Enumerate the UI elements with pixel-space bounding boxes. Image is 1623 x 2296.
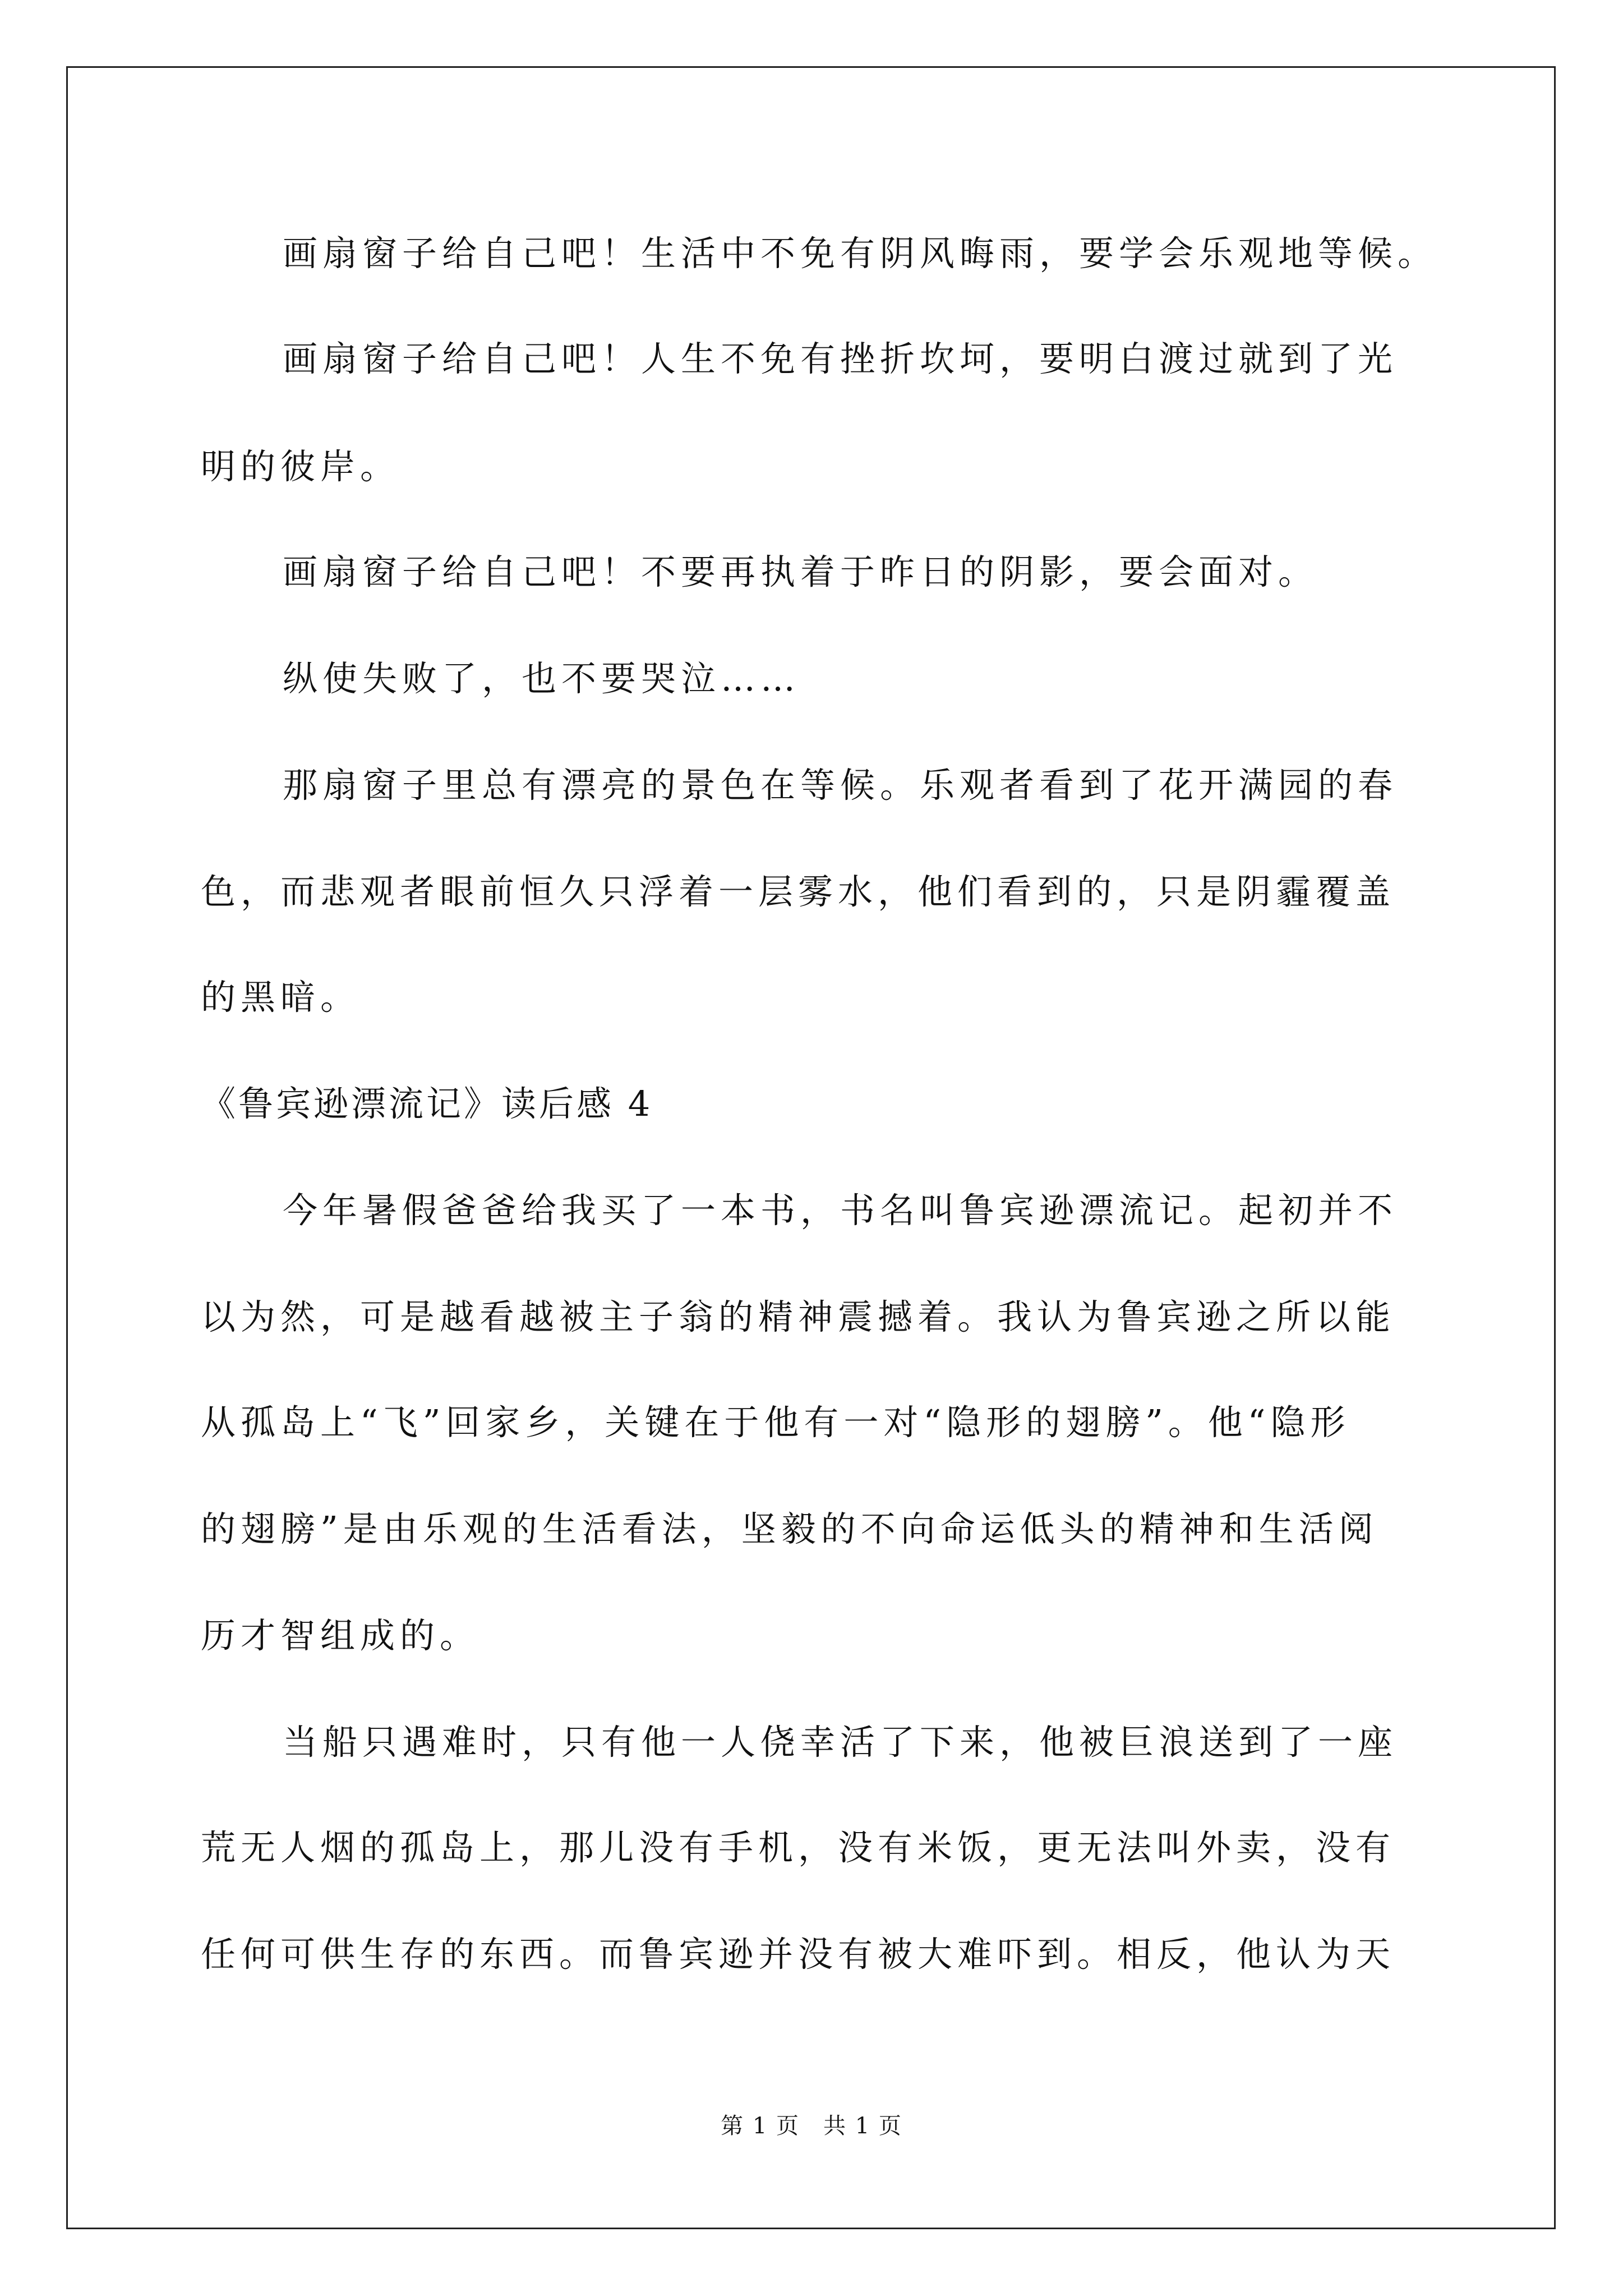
paragraph-line: 任何可供生存的东西。而鲁宾逊并没有被大难吓到。相反，他认为天 — [201, 1934, 1396, 1975]
section-heading: 《鲁宾逊漂流记》读后感 4 — [201, 1083, 653, 1124]
paragraph-line: 的翅膀”是由乐观的生活看法，坚毅的不向命运低头的精神和生活阅 — [201, 1508, 1378, 1549]
paragraph-line: 以为然，可是越看越被主子翁的精神震撼着。我认为鲁宾逊之所以能 — [201, 1296, 1396, 1337]
paragraph-line: 当船只遇难时，只有他一人侥幸活了下来，他被巨浪送到了一座 — [283, 1722, 1398, 1763]
paragraph-line: 纵使失败了，也不要哭泣…… — [283, 658, 801, 699]
page-footer: 第 1 页 共 1 页 — [721, 2113, 902, 2139]
paragraph-line: 明的彼岸。 — [201, 446, 400, 487]
paragraph-line: 那扇窗子里总有漂亮的景色在等候。乐观者看到了花开满园的春 — [283, 765, 1398, 806]
paragraph-line: 色，而悲观者眼前恒久只浮着一层雾水，他们看到的，只是阴霾覆盖 — [201, 871, 1396, 912]
paragraph-line: 历才智组成的。 — [201, 1615, 480, 1656]
paragraph-line: 画扇窗子给自己吧！不要再执着于昨日的阴影，要会面对。 — [283, 551, 1318, 592]
paragraph-line: 画扇窗子给自己吧！人生不免有挫折坎坷，要明白渡过就到了光 — [283, 338, 1398, 379]
paragraph-line: 荒无人烟的孤岛上，那儿没有手机，没有米饭，更无法叫外卖，没有 — [201, 1827, 1396, 1868]
page-border — [66, 66, 1556, 2229]
paragraph-line: 画扇窗子给自己吧！生活中不免有阴风晦雨，要学会乐观地等候。 — [283, 233, 1438, 274]
paragraph-line: 从孤岛上“飞”回家乡，关键在于他有一对“隐形的翅膀”。他“隐形 — [201, 1402, 1350, 1443]
paragraph-line: 的黑暗。 — [201, 977, 361, 1018]
paragraph-line: 今年暑假爸爸给我买了一本书，书名叫鲁宾逊漂流记。起初并不 — [283, 1190, 1398, 1231]
